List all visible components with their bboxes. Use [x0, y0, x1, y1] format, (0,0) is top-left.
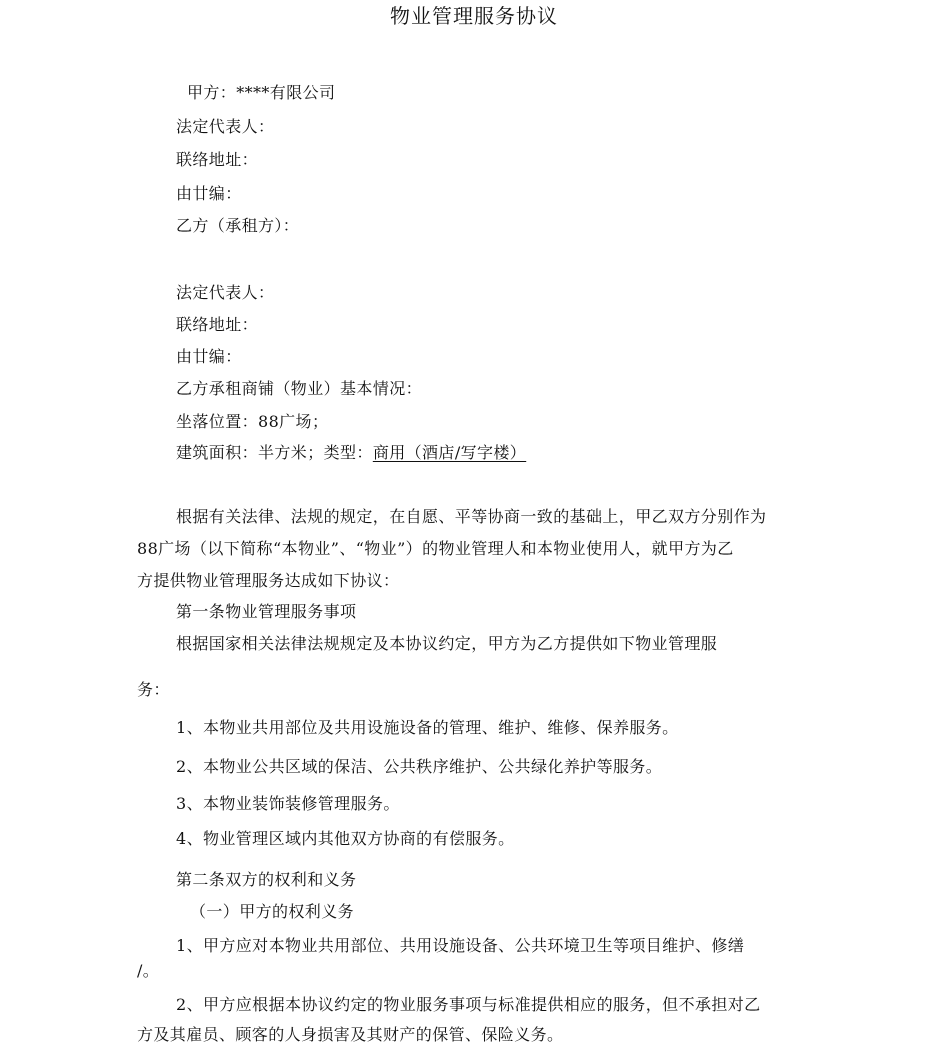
article2-clause1-line: 1、甲方应对本物业共用部位、共用设施设备、公共环境卫生等项目维护、修缮 — [176, 936, 745, 955]
property-area-type — [176, 443, 526, 463]
article1-item: 2、本物业公共区域的保洁、公共秩序维护、公共绿化养护等服务。 — [176, 757, 663, 776]
article1-heading: 第一条物业管理服务事项 — [176, 602, 357, 621]
party-a-address: 联络地址： — [176, 150, 259, 169]
article1-intro-line: 根据国家相关法律法规规定及本协议约定，甲方为乙方提供如下物业管理服 — [176, 634, 718, 653]
article1-item: 1、本物业共用部位及共用设施设备的管理、维护、维修、保养服务。 — [176, 718, 679, 737]
article2-clause2-line: 方及其雇员、顾客的人身损害及其财产的保管、保险义务。 — [137, 1025, 564, 1044]
party-b-address: 联络地址： — [176, 315, 259, 334]
property-area-prefix: 建筑面积：半方米；类型： — [176, 443, 373, 462]
article2-heading: 第二条双方的权利和义务 — [176, 870, 357, 889]
property-location: 坐落位置：88广场； — [176, 412, 329, 431]
article2-subheading: （一）甲方的权利义务 — [190, 902, 355, 921]
party-b-label: 乙方（承租方）： — [176, 216, 300, 235]
preamble-line: 88广场（以下简称“本物业”、“物业”）的物业管理人和本物业使用人，就甲方为乙 — [137, 539, 734, 558]
party-b-postcode: 由廿编： — [176, 347, 242, 366]
party-a-postcode: 由廿编： — [176, 184, 242, 203]
article1-item: 4、物业管理区域内其他双方协商的有偿服务。 — [176, 829, 515, 848]
article2-clause1-line: /。 — [137, 961, 160, 980]
party-a-legal-rep: 法定代表人： — [176, 117, 275, 136]
preamble-line: 方提供物业管理服务达成如下协议： — [137, 571, 400, 590]
document-title: 物业管理服务协议 — [390, 4, 558, 28]
party-b-legal-rep: 法定代表人： — [176, 283, 275, 302]
article2-clause2-line: 2、甲方应根据本协议约定的物业服务事项与标准提供相应的服务，但不承担对乙 — [176, 995, 761, 1014]
party-a-name: 甲方：****有限公司 — [187, 83, 336, 102]
property-heading: 乙方承租商铺（物业）基本情况： — [176, 379, 423, 398]
article1-item: 3、本物业装饰装修管理服务。 — [176, 794, 400, 813]
property-type-value: 商用（酒店/写字楼） — [372, 443, 527, 462]
preamble-line: 根据有关法律、法规的规定，在自愿、平等协商一致的基础上，甲乙双方分别作为 — [176, 507, 767, 526]
article1-intro-line: 务： — [137, 680, 170, 699]
